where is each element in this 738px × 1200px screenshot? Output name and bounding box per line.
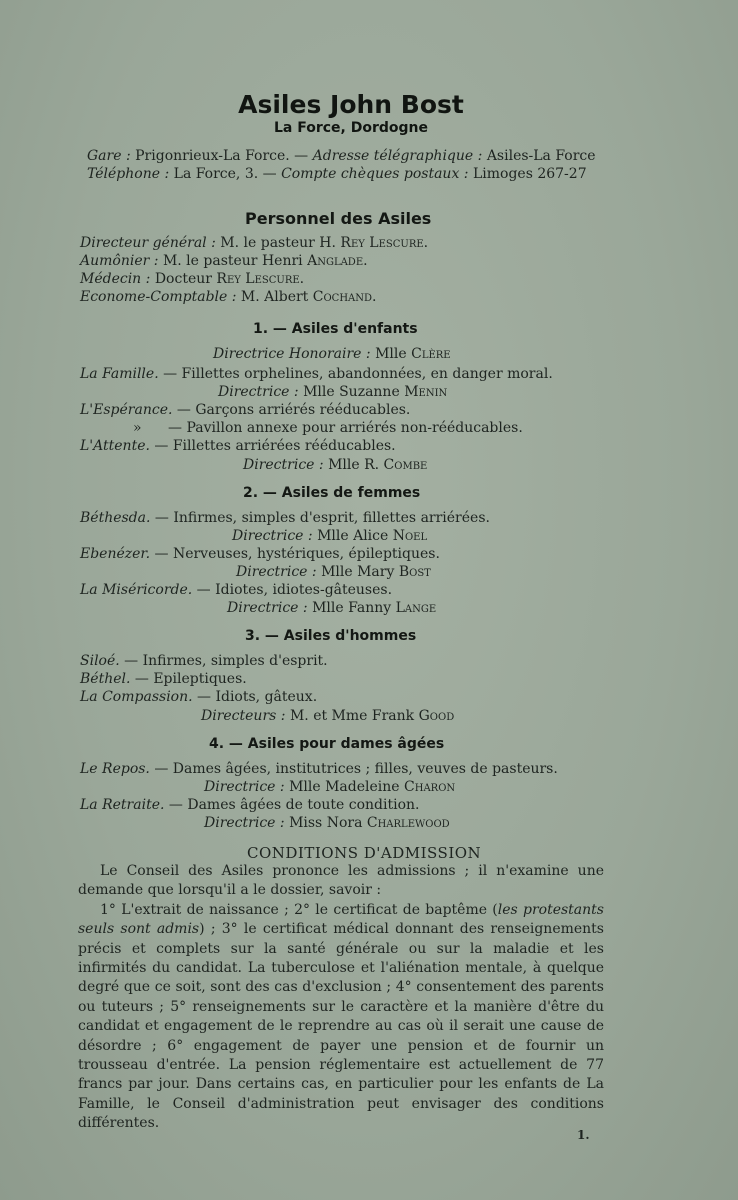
asylum-description: — Garçons arriérés rééducables. xyxy=(176,402,411,418)
section2-heading: 2. — Asiles de femmes xyxy=(243,485,421,501)
director-name: Menin xyxy=(404,384,448,400)
director-label: Directrice : xyxy=(204,815,285,831)
personnel-name: Rey Lescure. xyxy=(340,235,429,251)
gare-line xyxy=(87,147,596,165)
asylum-description: — Fillettes arriérées rééducables. xyxy=(154,438,396,454)
director-label: Directrice : xyxy=(243,457,324,473)
attente-line xyxy=(80,437,396,455)
asylum-name: L'Attente. xyxy=(80,438,150,454)
page-subtitle: La Force, Dordogne xyxy=(273,120,428,136)
director-label: Directrice : xyxy=(204,779,285,795)
page-title: Asiles John Bost xyxy=(238,90,464,119)
telegraph-label: Adresse télégraphique : xyxy=(312,148,483,164)
director-text: Mlle xyxy=(375,346,407,362)
section1-heading: 1. — Asiles d'enfants xyxy=(253,321,418,337)
director-text: Mlle Mary xyxy=(321,564,395,580)
director-text: Mlle R. xyxy=(328,457,380,473)
asylum-description: — Fillettes orphelines, abandonnées, en danger moral. xyxy=(163,366,553,382)
compassion-director-line xyxy=(201,707,454,725)
director-label: Directeurs : xyxy=(201,708,286,724)
director-name: Noel xyxy=(392,528,428,544)
asylum-name: Béthel. xyxy=(80,671,131,687)
personnel-row xyxy=(80,270,304,288)
conditions-text-part: 1° L'extrait de naissance ; 2° le certificat de baptême ( xyxy=(100,901,498,918)
ebenezer-director-line xyxy=(236,563,431,581)
director-name: Lange xyxy=(395,600,437,616)
asylum-name: La Famille. xyxy=(80,366,159,382)
personnel-name: Anglade. xyxy=(307,253,368,269)
postal-label: Compte chèques postaux : xyxy=(281,166,469,182)
asylum-name: La Retraite. xyxy=(80,797,165,813)
conditions-heading: CONDITIONS D'ADMISSION xyxy=(247,844,482,862)
bethesda-director-line xyxy=(232,527,427,545)
conditions-italic-note: les protestants seuls sont admis xyxy=(78,901,604,938)
director-text: Mlle Fanny xyxy=(312,600,392,616)
gare-label: Gare : xyxy=(87,148,131,164)
director-label: Directrice : xyxy=(218,384,299,400)
page-number: 1. xyxy=(577,1128,590,1142)
director-text: M. et Mme Frank xyxy=(289,708,415,724)
director-text: Mlle Madeleine xyxy=(289,779,400,795)
misericorde-director-line xyxy=(227,599,436,617)
asylum-description: — Epileptiques. xyxy=(134,671,247,687)
gare-value: Prigonrieux-La Force. — xyxy=(135,148,309,164)
personnel-name: Cochand. xyxy=(312,289,377,305)
asylum-description: — Pavillon annexe pour arriérés non-rééducables. xyxy=(168,420,523,436)
asylum-description: — Idiots, gâteux. xyxy=(197,689,318,705)
personnel-text: Docteur xyxy=(154,271,212,287)
conditions-text-part: ) ; 3° le certificat médical donnant des renseignements précis et complets sur la santé générale ou sur la maladie et les infirmités du candidat. La tuberculose et l'aliénation mentale, à quelque degré que ce soit, sont des cas d'exclusion ; 4° consentement des parents ou tuteurs ; 5° renseignements sur le caractère et la manière d'être du candidat et engagement de le reprendre au cas où il serait une cause de désordre ; 6° engagement de payer une pension et de fournir un trousseau d'entrée. La pension réglementaire est actuellement de 77 francs par jour. Dans certains cas, en particulier pour les enfants de La Famille, le Conseil d'administration peut envisager des conditions différentes. xyxy=(78,921,604,1132)
director-label: Directrice : xyxy=(236,564,317,580)
retraite-line xyxy=(80,796,419,814)
compassion-line xyxy=(80,688,317,706)
repos-director-line xyxy=(204,778,455,796)
conditions-paragraph-1: Le Conseil des Asiles prononce les admissions ; il n'examine une demande que lorsqu'il a le dossier, savoir : xyxy=(78,863,604,899)
personnel-row xyxy=(80,234,428,252)
asylum-name: L'Espérance. xyxy=(80,402,173,418)
personnel-text: M. le pasteur H. xyxy=(220,235,336,251)
misericorde-line xyxy=(80,581,392,599)
asylum-description: — Infirmes, simples d'esprit, fillettes arriérées. xyxy=(154,510,490,526)
asylum-name: La Compassion. xyxy=(80,689,193,705)
asylum-description: — Infirmes, simples d'esprit. xyxy=(124,653,328,669)
siloe-line xyxy=(80,652,328,670)
phone-label: Téléphone : xyxy=(87,166,170,182)
personnel-role: Médecin : xyxy=(80,271,151,287)
asylum-description: — Nerveuses, hystériques, épileptiques. xyxy=(154,546,440,562)
director-text: Mlle Alice xyxy=(317,528,389,544)
phone-line xyxy=(87,165,587,183)
bethesda-line xyxy=(80,509,490,527)
ditto-mark: » xyxy=(133,420,142,436)
personnel-name: Rey Lescure. xyxy=(216,271,305,287)
conditions-paragraph-2 xyxy=(78,901,604,1134)
director-name: Bost xyxy=(398,564,431,580)
director-text: Miss Nora xyxy=(289,815,363,831)
retraite-director-line xyxy=(204,814,450,832)
section3-heading: 3. — Asiles d'hommes xyxy=(245,628,417,644)
director-label: Directrice Honoraire : xyxy=(213,346,371,362)
director-label: Directrice : xyxy=(227,600,308,616)
personnel-role: Econome-Comptable : xyxy=(80,289,237,305)
asylum-description: — Dames âgées de toute condition. xyxy=(168,797,420,813)
director-name: Charon xyxy=(404,779,456,795)
director-name: Good xyxy=(418,708,455,724)
postal-value: Limoges 267-27 xyxy=(472,166,587,182)
attente-director-line xyxy=(243,456,427,474)
phone-value: La Force, 3. — xyxy=(173,166,277,182)
asylum-description: — Dames âgées, institutrices ; filles, veuves de pasteurs. xyxy=(154,761,558,777)
honorary-director-line xyxy=(213,345,451,363)
telegraph-value: Asiles-La Force xyxy=(486,148,596,164)
personnel-role: Directeur général : xyxy=(80,235,216,251)
personnel-row xyxy=(80,252,368,270)
director-name: Combe xyxy=(383,457,428,473)
conditions-text xyxy=(78,862,604,1134)
famille-line xyxy=(80,365,553,383)
personnel-row xyxy=(80,288,377,306)
personnel-role: Aumônier : xyxy=(80,253,159,269)
asylum-name: Ebenézer. xyxy=(80,546,151,562)
bethel-line xyxy=(80,670,247,688)
personnel-text: M. le pasteur Henri xyxy=(162,253,303,269)
asylum-name: Béthesda. xyxy=(80,510,151,526)
director-name: Charlewood xyxy=(366,815,450,831)
director-label: Directrice : xyxy=(232,528,313,544)
pavillon-line xyxy=(133,419,523,437)
director-name: Clère xyxy=(411,346,451,362)
esperance-line xyxy=(80,401,410,419)
asylum-name: Siloé. xyxy=(80,653,120,669)
section4-heading: 4. — Asiles pour dames âgées xyxy=(209,736,445,752)
repos-line xyxy=(80,760,558,778)
asylum-name: La Miséricorde. xyxy=(80,582,193,598)
asylum-name: Le Repos. xyxy=(80,761,150,777)
famille-director-line xyxy=(218,383,447,401)
director-text: Mlle Suzanne xyxy=(303,384,400,400)
ebenezer-line xyxy=(80,545,440,563)
personnel-text: M. Albert xyxy=(240,289,309,305)
asylum-description: — Idiotes, idiotes-gâteuses. xyxy=(196,582,393,598)
personnel-heading: Personnel des Asiles xyxy=(245,209,432,228)
